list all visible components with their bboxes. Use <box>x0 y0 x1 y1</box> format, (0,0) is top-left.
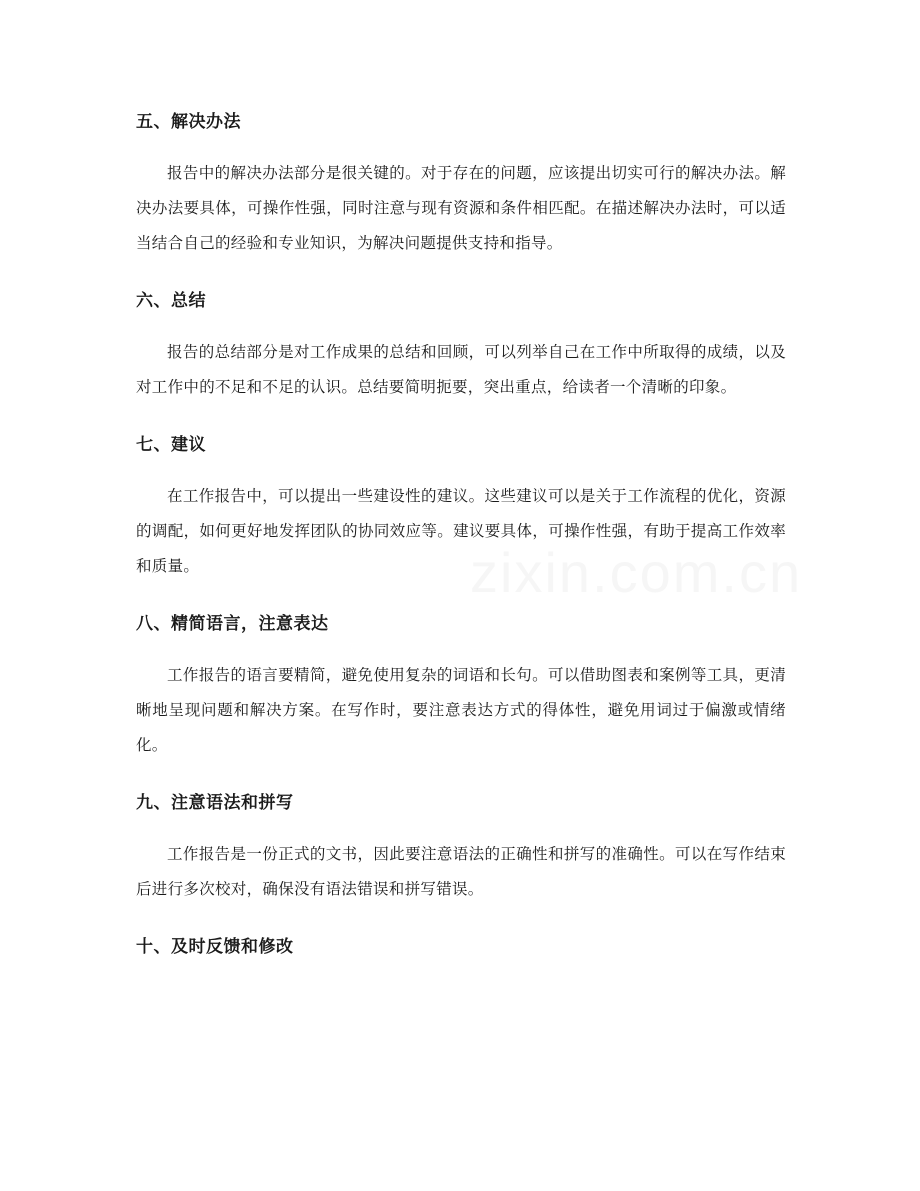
section-9 <box>136 785 786 929</box>
section-7 <box>136 427 786 606</box>
section-8 <box>136 606 786 785</box>
section-5-heading: 五、解决办法 <box>136 112 241 132</box>
section-6-heading: 六、总结 <box>136 291 206 311</box>
section-9-heading: 九、注意语法和拼写 <box>136 793 294 813</box>
section-10 <box>136 929 786 965</box>
section-8-paragraph: 工作报告的语言要精简，避免使用复杂的词语和长句。可以借助图表和案例等工具，更清晰地呈现问题和解决方案。在写作时，要注意表达方式的得体性，避免用词过于偏激或情绪化。 <box>136 666 786 754</box>
section-6-paragraph: 报告的总结部分是对工作成果的总结和回顾，可以列举自己在工作中所取得的成绩，以及对工作中的不足和不足的认识。总结要简明扼要，突出重点，给读者一个清晰的印象。 <box>136 343 786 396</box>
section-10-heading: 十、及时反馈和修改 <box>136 937 294 957</box>
section-9-paragraph: 工作报告是一份正式的文书，因此要注意语法的正确性和拼写的准确性。可以在写作结束后进行多次校对，确保没有语法错误和拼写错误。 <box>136 845 786 898</box>
section-7-heading: 七、建议 <box>136 435 206 455</box>
section-5 <box>136 104 786 283</box>
watermark: zixin.com.cn <box>470 541 803 604</box>
document-body <box>136 104 786 965</box>
section-5-paragraph: 报告中的解决办法部分是很关键的。对于存在的问题，应该提出切实可行的解决办法。解决办法要具体，可操作性强，同时注意与现有资源和条件相匹配。在描述解决办法时，可以适当结合自己的经验和专业知识，为解决问题提供支持和指导。 <box>136 164 786 252</box>
section-7-paragraph: 在工作报告中，可以提出一些建设性的建议。这些建议可以是关于工作流程的优化，资源的调配，如何更好地发挥团队的协同效应等。建议要具体，可操作性强，有助于提高工作效率和质量。 <box>136 487 786 575</box>
section-6 <box>136 283 786 427</box>
section-8-heading: 八、精简语言，注意表达 <box>136 614 329 634</box>
